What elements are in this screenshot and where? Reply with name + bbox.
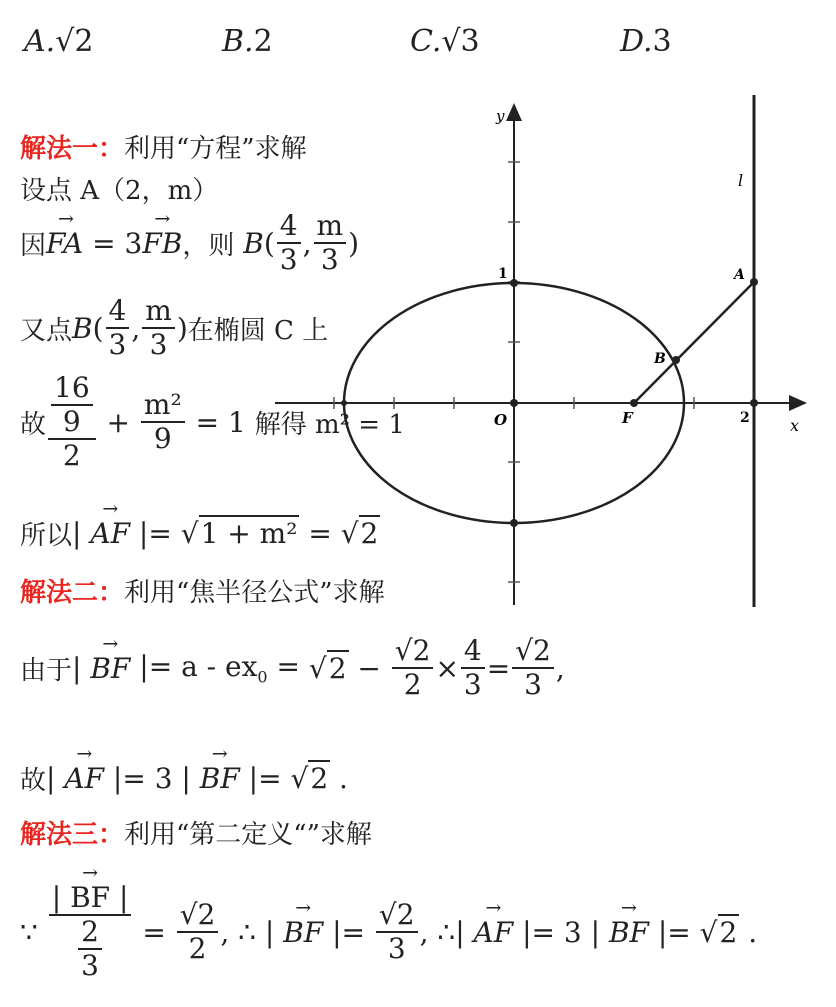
option-d: D.3	[620, 24, 672, 59]
line-l-label: l	[738, 171, 744, 190]
method1-step1: 设点 A（2，m）	[20, 176, 219, 206]
point-b-label: B	[654, 351, 666, 367]
point-o	[510, 399, 518, 407]
point-f	[630, 399, 638, 407]
option-b: B.2	[222, 24, 273, 59]
y-label: y	[496, 107, 505, 125]
option-c: C.√3	[410, 24, 480, 59]
method2-heading: 解法二：利用“焦半径公式”求解	[20, 578, 385, 608]
method3-heading: 解法三：利用“第二定义“”求解	[20, 820, 372, 850]
point-a	[750, 278, 758, 286]
method1-step4: 故 $\frac{\frac{16}{9}}{2}$ + $\frac{\text{m²}}{9}$ = 1 解得 m² = 1	[20, 371, 405, 473]
method1-step2: 因 → FA = 3 → FB ，则 B ( $\frac{4}{3}$ , $\frac{m}{3}$ )	[20, 210, 359, 276]
tick-label-one: 1	[498, 266, 508, 282]
method2-step1: 由于 | → BF |= a - $ex_0$ = √2 − $\frac{√2}{2}$ × $\frac{4}{3}$ = $\frac{√2}{3}$ ,	[20, 635, 565, 701]
tick-label-two: 2	[740, 410, 750, 426]
method3-step1: ∵ $\frac{| \to BF |}{\frac{2}{3}}$ = $\frac{√2}{2}$ , ∴ | → BF |= $\frac{√2}{3}$ , ∴| → AF |= 3 | → BF |= √2 .	[20, 882, 757, 983]
point-x2	[750, 399, 758, 407]
method2-step2: 故 | → AF |= 3 | → BF |= √2 .	[20, 760, 348, 797]
method1-step3: 又点 B ( $\frac{4}{3}$ , $\frac{m}{3}$ ) 在椭圆 C 上	[20, 294, 329, 362]
segment-fa	[634, 282, 754, 403]
point-b	[672, 356, 680, 364]
origin-label: O	[494, 411, 508, 429]
method1-step5: 所以 | → AF |= √1 + m² = √2	[20, 515, 380, 552]
option-a: A.√2	[24, 24, 94, 59]
point-y-neg1	[510, 519, 518, 527]
method1-heading: 解法一：利用“方程”求解	[20, 134, 307, 164]
point-y1	[510, 279, 518, 287]
x-label: x	[790, 416, 800, 435]
point-a-label: A	[734, 267, 745, 283]
focus-label: F	[622, 409, 633, 427]
